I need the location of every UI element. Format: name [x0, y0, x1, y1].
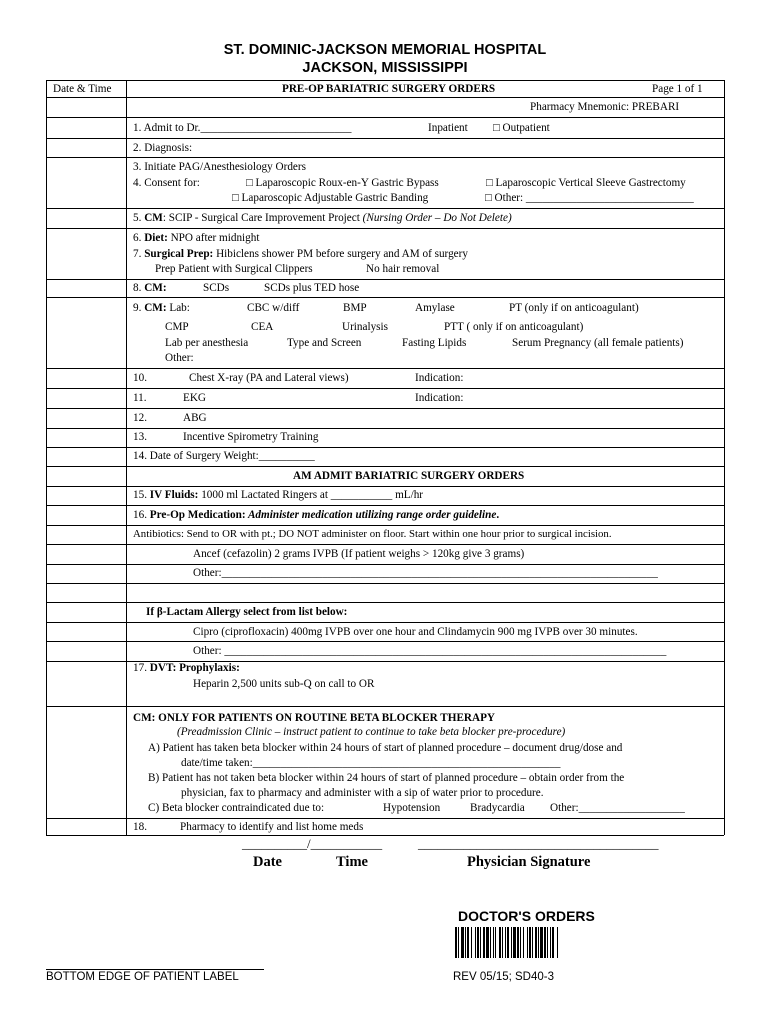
antibiotics-note: Antibiotics: Send to OR with pt.; DO NOT administer on floor. Start within one hour prior to surgical incision. — [133, 528, 612, 540]
scds-option[interactable]: SCDs — [203, 282, 230, 294]
cm-label: CM: — [144, 282, 167, 294]
consent-roux-checkbox[interactable]: □ Laparoscopic Roux-en-Y Gastric Bypass — [246, 177, 439, 189]
spirometry-option[interactable]: Incentive Spirometry Training — [183, 431, 319, 443]
consent-other-checkbox[interactable]: □ Other: ______________________________ — [485, 192, 694, 204]
scds-ted-option[interactable]: SCDs plus TED hose — [264, 282, 360, 294]
no-hair-removal-option[interactable]: No hair removal — [366, 263, 440, 275]
diet-text: NPO after midnight — [167, 232, 260, 244]
scip-text: : SCIP - Surgical Care Improvement Project — [162, 212, 363, 224]
date-time-column-header: Date & Time — [53, 83, 112, 95]
row-line — [46, 486, 724, 487]
surgical-prep-label: Surgical Prep: — [144, 248, 214, 260]
row-line — [46, 447, 724, 448]
order-number: 17. — [133, 662, 147, 674]
cipro-option[interactable]: Cipro (ciprofloxacin) 400mg IVPB over one hour and Clindamycin 900 mg IVPB over 30 minutes. — [193, 626, 638, 638]
row-line — [46, 706, 724, 707]
row-line — [46, 466, 724, 467]
ekg-indication: Indication: — [415, 392, 464, 404]
row-line — [46, 622, 724, 623]
lab-urinalysis[interactable]: Urinalysis — [342, 321, 388, 333]
lab-type-screen[interactable]: Type and Screen — [287, 337, 362, 349]
pharmacy-mnemonic: Pharmacy Mnemonic: PREBARI — [530, 101, 680, 113]
ekg-option[interactable]: EKG — [183, 392, 206, 404]
consent-sleeve-checkbox[interactable]: □ Laparoscopic Vertical Sleeve Gastrectomy — [486, 177, 686, 189]
order-labs — [133, 302, 190, 314]
lab-pt[interactable]: PT (only if on anticoagulant) — [509, 302, 639, 314]
inpatient-option[interactable]: Inpatient — [428, 122, 468, 134]
contraindication-other-field[interactable]: Other:___________________ — [550, 802, 685, 814]
date-time-signature-line[interactable]: __________/___________ — [242, 836, 383, 851]
antibiotic-other-field[interactable]: Other:______________________________________________________________________________ — [193, 567, 658, 579]
ancef-option[interactable]: Ancef (cefazolin) 2 grams IVPB (If patient weighs > 120kg give 3 grams) — [193, 548, 525, 560]
consent-banding-checkbox[interactable]: □ Laparoscopic Adjustable Gastric Banding — [232, 192, 429, 204]
heparin-option[interactable]: Heparin 2,500 units sub-Q on call to OR — [193, 678, 375, 690]
order-number: 6. — [133, 232, 142, 244]
order-scds — [133, 282, 167, 294]
patient-label-caption: BOTTOM EDGE OF PATIENT LABEL — [46, 971, 239, 983]
physician-signature-line[interactable]: _____________________________________ — [418, 836, 659, 851]
order-number: 7. — [133, 248, 142, 260]
preop-med-dot: . — [496, 509, 500, 521]
iv-fluids-text: 1000 ml Lactated Ringers at ___________ mL/hr — [198, 489, 424, 501]
beta-blocker-option-c[interactable]: C) Beta blocker contraindicated due to: — [148, 802, 325, 814]
row-line — [46, 564, 724, 565]
lab-serum-pregnancy[interactable]: Serum Pregnancy (all female patients) — [512, 337, 684, 349]
order-number: 11. — [133, 392, 147, 404]
order-initiate: 3. Initiate PAG/Anesthesiology Orders — [133, 161, 306, 173]
order-iv-fluids — [133, 489, 423, 501]
left-border — [46, 80, 47, 835]
row-line — [46, 228, 724, 229]
row-line — [46, 208, 724, 209]
cm-label: CM: — [144, 302, 167, 314]
row-line — [46, 388, 724, 389]
row-line — [46, 368, 724, 369]
row-line — [46, 583, 724, 584]
order-diagnosis: 2. Diagnosis: — [133, 142, 193, 154]
order-number: 15. — [133, 489, 147, 501]
cm-label: CM — [144, 212, 163, 224]
home-meds-order: Pharmacy to identify and list home meds — [180, 821, 364, 833]
order-number: 16. — [133, 509, 147, 521]
lab-cea[interactable]: CEA — [251, 321, 274, 333]
allergy-heading: If β-Lactam Allergy select from list below: — [146, 606, 348, 618]
beta-blocker-note: (Preadmission Clinic – instruct patient to continue to take beta blocker pre-procedure) — [177, 726, 566, 738]
outpatient-checkbox[interactable]: □ Outpatient — [493, 122, 550, 134]
lab-cmp[interactable]: CMP — [165, 321, 189, 333]
lab-label: Lab: — [166, 302, 190, 314]
order-surgery-weight: 14. Date of Surgery Weight:__________ — [133, 450, 315, 462]
row-line — [46, 138, 724, 139]
lab-cbc[interactable]: CBC w/diff — [247, 302, 300, 314]
order-scip — [133, 212, 512, 224]
preop-med-text: Administer medication utilizing range order guideline — [245, 509, 497, 521]
hospital-name: ST. DOMINIC-JACKSON MEMORIAL HOSPITAL — [223, 42, 547, 58]
date-label: Date — [253, 854, 282, 870]
lab-ptt[interactable]: PTT ( only if on anticoagulant) — [444, 321, 584, 333]
lab-fasting-lipids[interactable]: Fasting Lipids — [402, 337, 467, 349]
row-line — [46, 505, 724, 506]
physician-signature-label: Physician Signature — [467, 854, 591, 870]
row-line — [46, 117, 724, 118]
hospital-city: JACKSON, MISSISSIPPI — [302, 60, 468, 76]
hypotension-option[interactable]: Hypotension — [383, 802, 441, 814]
diet-label: Diet: — [144, 232, 168, 244]
order-surgical-prep — [133, 248, 468, 260]
table-top-border — [46, 80, 724, 81]
allergy-other-field[interactable]: Other: _______________________________________________________________________________ — [193, 645, 667, 657]
lab-bmp[interactable]: BMP — [343, 302, 367, 314]
order-preop-medication — [133, 509, 499, 521]
page-number: Page 1 of 1 — [652, 83, 703, 95]
iv-fluids-label: IV Fluids: — [149, 489, 199, 501]
order-number: 18. — [133, 821, 147, 833]
am-admit-title: AM ADMIT BARIATRIC SURGERY ORDERS — [293, 470, 525, 482]
title-row-border — [46, 97, 724, 98]
right-border — [724, 80, 725, 835]
order-dvt — [133, 662, 240, 674]
preop-med-label: Pre-Op Medication: — [149, 509, 246, 521]
order-consent: 4. Consent for: — [133, 177, 200, 189]
row-line — [46, 818, 724, 819]
order-diet — [133, 232, 259, 244]
order-number: 12. — [133, 412, 147, 424]
nursing-order-note: (Nursing Order – Do Not Delete) — [362, 212, 512, 224]
order-number: 8. — [133, 282, 142, 294]
chest-xray-option[interactable]: Chest X-ray (PA and Lateral views) — [189, 372, 349, 384]
revision-code: REV 05/15; SD40-3 — [453, 971, 555, 983]
column-divider — [126, 80, 127, 835]
row-line — [46, 428, 724, 429]
lab-anesthesia[interactable]: Lab per anesthesia — [165, 337, 249, 349]
abg-option[interactable]: ABG — [183, 412, 207, 424]
row-line — [46, 157, 724, 158]
dvt-label: DVT: Prophylaxis: — [149, 662, 240, 674]
beta-blocker-option-b[interactable]: B) Patient has not taken beta blocker within 24 hours of start of planned procedure – obtain order from the — [148, 772, 625, 784]
order-number: 10. — [133, 372, 147, 384]
row-line — [46, 602, 724, 603]
row-line — [46, 297, 724, 298]
bradycardia-option[interactable]: Bradycardia — [470, 802, 525, 814]
form-title: PRE-OP BARIATRIC SURGERY ORDERS — [282, 83, 496, 95]
barcode-gap — [558, 927, 559, 958]
order-admit: 1. Admit to Dr.___________________________ — [133, 122, 352, 134]
xray-indication: Indication: — [415, 372, 464, 384]
surgical-prep-text: Hibiclens shower PM before surgery and AM of surgery — [213, 248, 468, 260]
order-number: 5. — [133, 212, 142, 224]
row-line — [46, 641, 724, 642]
row-line — [46, 408, 724, 409]
order-number: 9. — [133, 302, 142, 314]
patient-label-line — [46, 969, 264, 970]
beta-blocker-a-field[interactable]: date/time taken:_______________________________________________________ — [181, 757, 561, 769]
doctors-orders-label: DOCTOR'S ORDERS — [458, 908, 595, 924]
row-line — [46, 279, 724, 280]
beta-blocker-title: CM: ONLY FOR PATIENTS ON ROUTINE BETA BLOCKER THERAPY — [133, 712, 495, 724]
beta-blocker-b-text: physician, fax to pharmacy and administer with a sip of water prior to procedure. — [181, 787, 544, 799]
beta-blocker-option-a[interactable]: A) Patient has taken beta blocker within 24 hours of start of planned procedure – document drug/dose and — [148, 742, 623, 754]
row-line — [46, 525, 724, 526]
prep-clippers-option[interactable]: Prep Patient with Surgical Clippers — [155, 263, 313, 275]
order-number: 13. — [133, 431, 147, 443]
barcode — [455, 927, 627, 958]
row-line — [46, 544, 724, 545]
time-label: Time — [336, 854, 368, 870]
lab-other[interactable]: Other: — [165, 352, 194, 364]
lab-amylase[interactable]: Amylase — [415, 302, 455, 314]
